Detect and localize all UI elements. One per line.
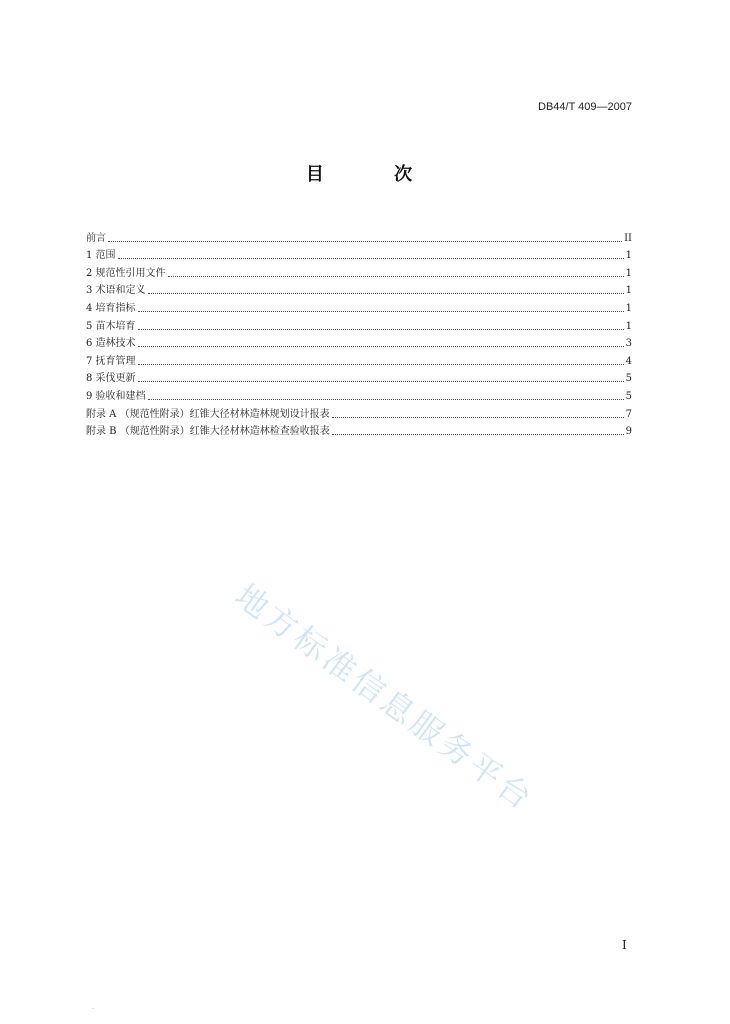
document-code: DB44/T 409—2007 (538, 101, 632, 113)
toc-entry-page: 7 (625, 408, 632, 420)
toc-entry-harvesting[interactable] (86, 368, 632, 386)
toc-leader-dots (332, 417, 624, 418)
toc-entry-label: 6 造林技术 (86, 338, 136, 350)
toc-entry-appendix-b[interactable] (86, 421, 632, 439)
toc-entry-page: 3 (625, 338, 632, 350)
toc-leader-dots (332, 434, 624, 435)
toc-entry-page: 5 (625, 390, 632, 402)
toc-entry-label: 1 范围 (86, 250, 116, 262)
toc-entry-foreword[interactable] (86, 227, 632, 245)
toc-leader-dots (118, 258, 624, 259)
toc-entry-page: 1 (625, 267, 632, 279)
toc-entry-label: 3 术语和定义 (86, 285, 146, 297)
toc-entry-page: 1 (625, 302, 632, 314)
toc-entry-page: 1 (625, 320, 632, 332)
toc-title: 目 次 (305, 164, 445, 185)
toc-leader-dots (138, 381, 624, 382)
watermark: 地方标准信息服务平台 (228, 576, 542, 819)
toc-entry-label: 8 采伐更新 (86, 373, 136, 385)
toc-entry-acceptance[interactable] (86, 385, 632, 403)
toc-entry-label: 7 抚育管理 (86, 355, 136, 367)
toc-entry-appendix-a[interactable] (86, 403, 632, 421)
table-of-contents (86, 227, 632, 438)
toc-leader-dots (108, 241, 622, 242)
page-number: I (622, 938, 627, 952)
toc-entry-tending[interactable] (86, 350, 632, 368)
toc-entry-page: 4 (625, 355, 632, 367)
corner-mark: . (92, 1004, 94, 1011)
toc-entry-label: 4 培育指标 (86, 302, 136, 314)
toc-entry-label: 5 苗木培育 (86, 320, 136, 332)
toc-entry-page: 1 (625, 250, 632, 262)
toc-entry-label: 前言 (86, 232, 106, 244)
toc-leader-dots (168, 276, 624, 277)
toc-entry-page: 1 (625, 285, 632, 297)
toc-entry-terms[interactable] (86, 280, 632, 298)
toc-leader-dots (148, 293, 624, 294)
toc-leader-dots (138, 329, 624, 330)
toc-leader-dots (138, 346, 624, 347)
toc-entry-afforestation[interactable] (86, 333, 632, 351)
toc-entry-label: 附录 B （规范性附录）红锥大径材林造林检查验收报表 (86, 426, 330, 438)
toc-entry-normative-references[interactable] (86, 262, 632, 280)
toc-entry-page: II (624, 232, 632, 244)
toc-entry-cultivation-indicators[interactable] (86, 297, 632, 315)
toc-entry-scope[interactable] (86, 245, 632, 263)
toc-leader-dots (138, 311, 624, 312)
toc-entry-page: 9 (625, 426, 632, 438)
toc-entry-label: 附录 A （规范性附录）红锥大径材林造林规划设计报表 (86, 408, 330, 420)
toc-leader-dots (148, 399, 624, 400)
toc-entry-label: 2 规范性引用文件 (86, 267, 166, 279)
toc-entry-seedling-cultivation[interactable] (86, 315, 632, 333)
toc-entry-label: 9 验收和建档 (86, 390, 146, 402)
toc-leader-dots (138, 364, 624, 365)
toc-entry-page: 5 (625, 373, 632, 385)
